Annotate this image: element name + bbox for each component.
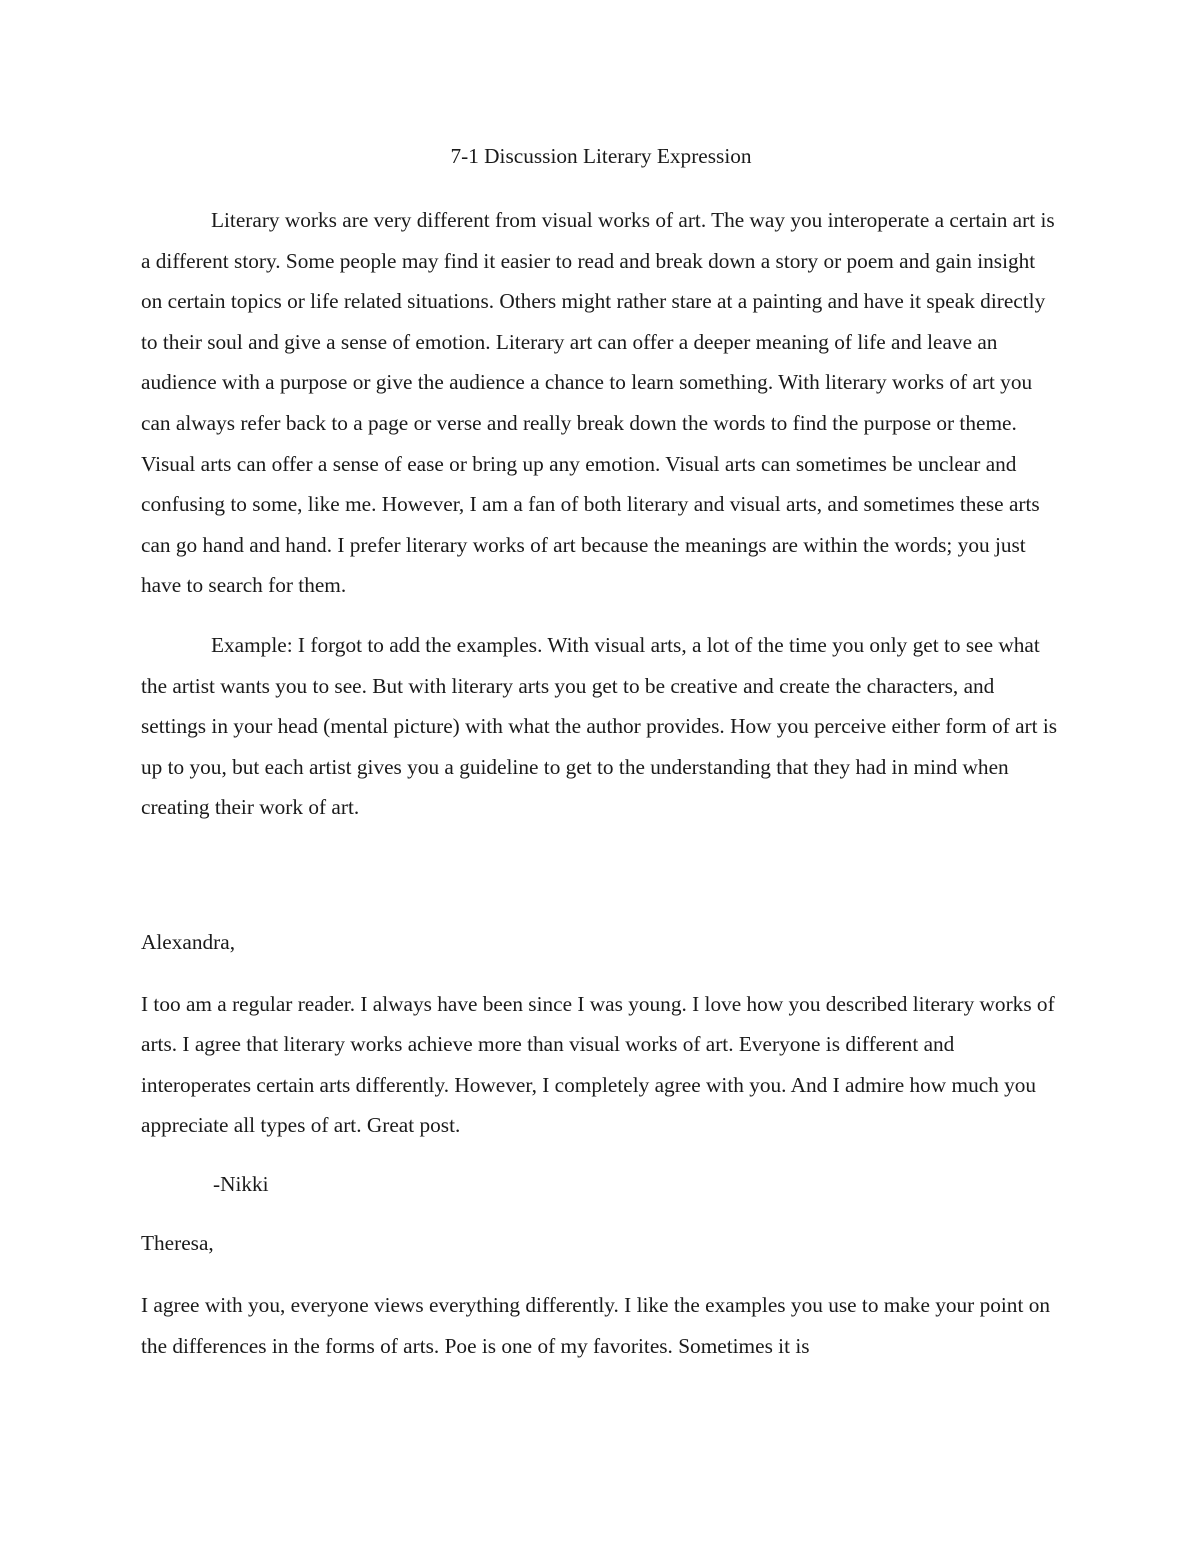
document-title: 7-1 Discussion Literary Expression <box>450 144 752 168</box>
example-paragraph: Example: I forgot to add the examples. With visual arts, a lot of the time you only get to see what the artist wants you to see. But with literary arts you get to be creative and create the characters, and settings in your head (mental picture) with what the author provides. How you perceive either form of art is up to you, but each artist gives you a guideline to get to the understanding that they had in mind when creating their work of art. <box>141 632 1058 820</box>
reply-salutation: Alexandra, <box>141 929 236 954</box>
document-content <box>141 140 1061 1366</box>
reply-signature: -Nikki <box>213 1171 269 1196</box>
reply-body: I agree with you, everyone views everything differently. I like the examples you use to make your point on the differences in the forms of arts. Poe is one of my favorites. Sometimes it is <box>141 1293 1050 1358</box>
reply-body: I too am a regular reader. I always have been since I was young. I love how you described literary works of arts. I agree that literary works achieve more than visual works of art. Everyone is different and interoperates certain arts differently. However, I completely agree with you. And I admire how much you appreciate all types of art. Great post. <box>141 991 1055 1138</box>
reply-salutation: Theresa, <box>141 1231 214 1256</box>
body-paragraph: Literary works are very different from visual works of art. The way you interoperate a certain art is a different story. Some people may find it easier to read and break down a story or poem and gain insight on certain topics or life related situations. Others might rather stare at a painting and have it speak directly to their soul and give a sense of emotion. Literary art can offer a deeper meaning of life and leave an audience with a purpose or give the audience a chance to learn something. With literary works of art you can always refer back to a page or verse and really break down the words to find the purpose or theme. Visual arts can offer a sense of ease or bring up any emotion. Visual arts can sometimes be unclear and confusing to some, like me. However, I am a fan of both literary and visual arts, and sometimes these arts can go hand and hand. I prefer literary works of art because the meanings are within the words; you just have to search for them. <box>141 208 1055 598</box>
